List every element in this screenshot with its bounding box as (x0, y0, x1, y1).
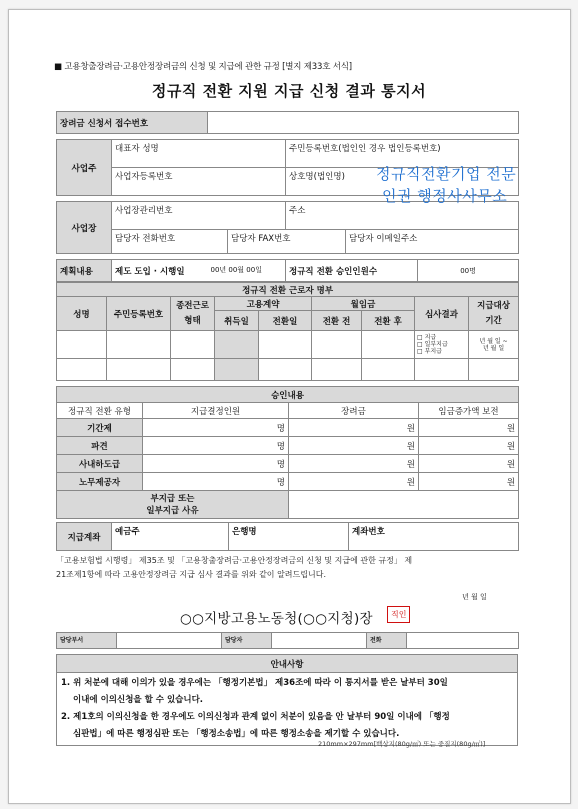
approval-people-cell[interactable]: 명 (143, 419, 289, 437)
approval-incentive-cell[interactable]: 원 (289, 419, 419, 437)
reject-reason-label-line1: 부지급 또는 (150, 493, 195, 504)
roster-cell[interactable] (312, 331, 362, 359)
roster-col-name: 성명 (57, 297, 107, 331)
roster-cell[interactable] (107, 359, 171, 381)
roster-cell[interactable] (259, 359, 312, 381)
approved-count-label: 정규직 전환 승인인원수 (286, 260, 418, 282)
biz-reg-no-field[interactable]: 사업자등록번호 (112, 168, 286, 196)
roster-cell[interactable] (312, 359, 362, 381)
roster-col-converted: 전환일 (259, 311, 312, 331)
period-start[interactable]: 년 월 일 ~ (479, 337, 508, 345)
approval-incentive-cell[interactable]: 원 (289, 437, 419, 455)
receipt-value[interactable] (208, 112, 519, 134)
roster-cell[interactable] (57, 331, 107, 359)
approval-wage-cell[interactable]: 원 (419, 473, 519, 491)
guide-item-2-line-1: 2. 제1호의 이의신청을 한 경우에도 이의신청과 관계 없이 처분이 있음을 안 날부터 90일 이내에 「행정 (61, 712, 450, 722)
fax-field[interactable]: 담당자 FAX번호 (228, 230, 346, 254)
approval-col-people: 지급결정인원 (143, 403, 289, 419)
account-table (56, 522, 519, 551)
roster-cell[interactable] (259, 331, 312, 359)
bank-name-field[interactable]: 은행명 (229, 523, 349, 551)
email-field[interactable]: 담당자 이메일주소 (346, 230, 519, 254)
table-row (57, 359, 519, 381)
reject-reason-field[interactable] (289, 491, 519, 519)
date-line: 년 월 일 (462, 593, 487, 601)
table-row (57, 473, 519, 491)
overlay-text-line2: 인권 행정사사무소 (382, 187, 508, 205)
owner-label: 사업주 (57, 140, 112, 196)
review-option-partial[interactable]: □ 일부지급 (417, 341, 448, 348)
roster-col-before: 전환 전 (312, 311, 362, 331)
table-row (57, 455, 519, 473)
contact-dept-label: 담당부서 (57, 633, 117, 649)
guide-table (56, 654, 518, 746)
approval-row-label: 기간제 (57, 419, 143, 437)
approval-wage-cell[interactable]: 원 (419, 419, 519, 437)
document-title: 정규직 전환 지원 지급 신청 결과 통지서 (151, 82, 427, 100)
reg-no-field[interactable]: 주민등록번호(법인인 경우 법인등록번호) (286, 140, 519, 168)
roster-cell[interactable] (215, 331, 259, 359)
reject-reason-label-line2: 일부지급 사유 (146, 505, 199, 516)
contact-staff-label: 담당자 (222, 633, 272, 649)
roster-col-wage: 월임금 (312, 297, 415, 311)
roster-cell[interactable] (171, 359, 215, 381)
account-number-field[interactable]: 계좌번호 (349, 523, 519, 551)
rep-name-field[interactable]: 대표자 성명 (112, 140, 286, 168)
plan-label: 계획내용 (57, 260, 112, 282)
approval-wage-cell[interactable]: 원 (419, 455, 519, 473)
table-row (57, 331, 519, 359)
approval-row-label: 파견 (57, 437, 143, 455)
guide-item-2-line-2: 심판법」에 따른 행정심판 또는 「행정소송법」에 따른 행정소송을 제기할 수 있습니다. (73, 729, 400, 739)
roster-title: 정규직 전환 근로자 명부 (57, 283, 519, 297)
overlay-text-line1: 정규직전환기업 전문 (376, 165, 517, 183)
roster-cell[interactable] (107, 331, 171, 359)
approval-row-label: 사내하도급 (57, 455, 143, 473)
review-option-pay[interactable]: □ 지급 (417, 334, 437, 341)
approval-table (56, 386, 519, 519)
approval-people-cell[interactable]: 명 (143, 455, 289, 473)
account-label: 지급계좌 (57, 523, 112, 551)
approval-incentive-cell[interactable]: 원 (289, 473, 419, 491)
approval-title: 승인내용 (57, 387, 519, 403)
notice-line-1: 「고용보험법 시행령」 제35조 및 「고용창출장려금·고용안정장려금의 신청 및 지급에 관한 규정」 제 (56, 556, 413, 565)
table-row (57, 437, 519, 455)
notice-paragraph (56, 554, 518, 582)
approval-people-cell[interactable]: 명 (143, 473, 289, 491)
roster-col-employment: 고용계약 (215, 297, 312, 311)
plan-intro-label: 제도 도입 · 시행일 (112, 260, 208, 282)
approval-wage-cell[interactable]: 원 (419, 437, 519, 455)
approval-people-cell[interactable]: 명 (143, 437, 289, 455)
roster-table (56, 282, 519, 381)
roster-cell[interactable] (57, 359, 107, 381)
contact-dept-value[interactable] (117, 633, 222, 649)
contact-phone-label: 전화 (367, 633, 407, 649)
approval-col-incentive: 장려금 (289, 403, 419, 419)
company-name-field[interactable]: 상호명(법인명) (286, 168, 519, 196)
approval-row-label: 노무제공자 (57, 473, 143, 491)
roster-col-regno: 주민등록번호 (107, 297, 171, 331)
roster-col-acquired: 취득일 (215, 311, 259, 331)
roster-cell[interactable] (469, 359, 519, 381)
period-end[interactable]: 년 월 일 (482, 344, 505, 352)
roster-cell[interactable] (415, 359, 469, 381)
roster-col-review: 심사결과 (415, 297, 469, 331)
form-reference: ■ 고용창출장려금·고용안정장려금의 신청 및 지급에 관한 규정 [별지 제33호 서식] (54, 62, 352, 72)
guide-title: 안내사항 (57, 655, 518, 673)
roster-col-period: 지급대상 기간 (469, 297, 519, 331)
roster-cell[interactable] (362, 331, 415, 359)
roster-cell[interactable] (362, 359, 415, 381)
approved-count-value[interactable]: 00명 (418, 260, 519, 282)
official-seal: 직인 (387, 606, 410, 623)
roster-col-prev-type: 종전근로 형태 (171, 297, 215, 331)
roster-cell[interactable] (171, 331, 215, 359)
approval-col-wage: 임금증가액 보전 (419, 403, 519, 419)
phone-field[interactable]: 담당자 전화번호 (112, 230, 228, 254)
notice-line-2: 21조제1항에 따라 고용안정장려금 지급 심사 결과를 위와 같이 알려드립니다. (56, 570, 326, 579)
contact-staff-value[interactable] (272, 633, 367, 649)
workplace-label: 사업장 (57, 202, 112, 254)
contact-table (56, 632, 519, 649)
receipt-label: 장려금 신청서 접수번호 (57, 112, 208, 134)
table-row (57, 419, 519, 437)
agency-name: ○○지방고용노동청(○○지청)장 (180, 611, 373, 627)
guide-item-1-line-1: 1. 위 처분에 대해 이의가 있을 경우에는 「행정기본법」 제36조에 따라 이 통지서를 받은 날부터 30일 (61, 678, 448, 688)
approval-incentive-cell[interactable]: 원 (289, 455, 419, 473)
guide-item-1-line-2: 이내에 이의신청을 할 수 있습니다. (73, 695, 204, 705)
review-option-nopay[interactable]: □ 부지급 (417, 348, 442, 355)
address-field[interactable]: 주소 (286, 202, 519, 230)
mgmt-no-field[interactable]: 사업장관리번호 (112, 202, 286, 230)
approval-col-type: 정규직 전환 유형 (57, 403, 143, 419)
plan-date[interactable]: 00년 00월 00일 (208, 260, 286, 282)
paper-spec-footer: 210mm×297mm[백상지(80g/㎡) 또는 중질지(80g/㎡)] (318, 740, 486, 748)
contact-phone-value[interactable] (407, 633, 519, 649)
roster-col-after: 전환 후 (362, 311, 415, 331)
account-holder-field[interactable]: 예금주 (112, 523, 229, 551)
roster-cell[interactable] (215, 359, 259, 381)
